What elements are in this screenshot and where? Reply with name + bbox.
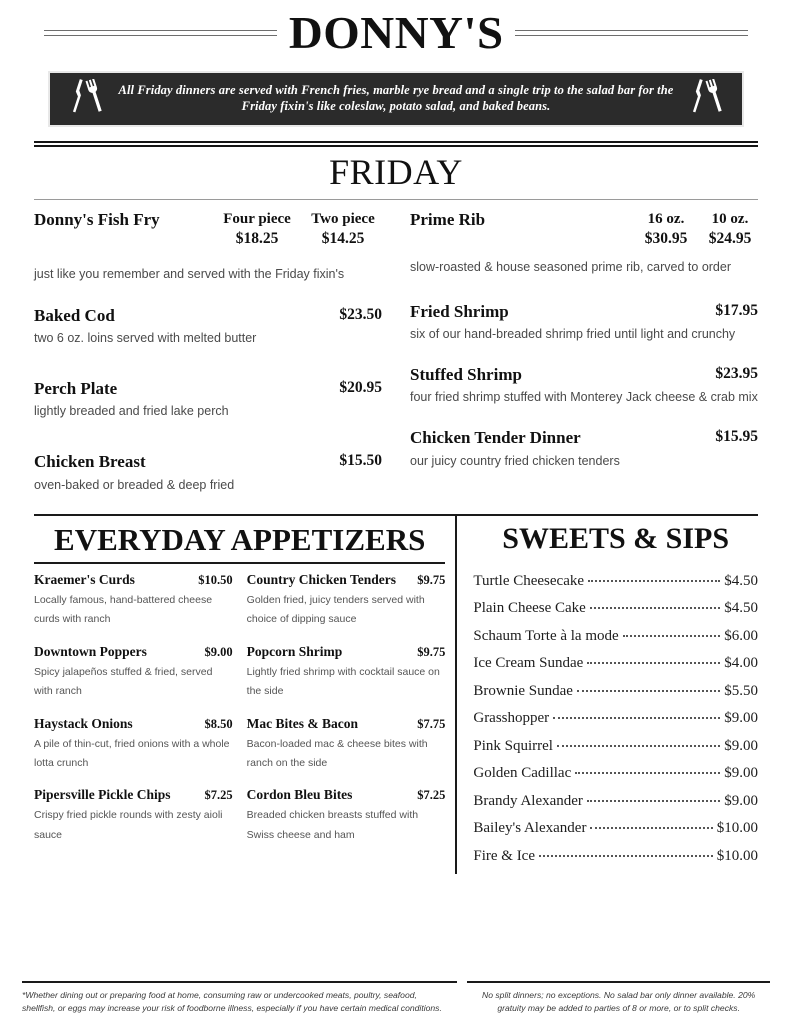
size-price-group [218,210,382,249]
list-item [473,654,758,672]
list-item [473,819,758,837]
item-price: $15.95 [715,428,758,446]
item-description: two 6 oz. loins served with melted butter [34,331,257,346]
item-price: $9.00 [724,792,758,809]
size-option [304,210,382,249]
footer-policy-block [457,989,770,1014]
item-price: $5.50 [724,682,758,699]
size-option [702,210,758,249]
item-name: Perch Plate [34,378,118,398]
item-name: Turtle Cheesecake [473,572,585,589]
list-item [473,627,758,645]
item-name: Golden Cadillac [473,765,572,782]
masthead [22,0,770,62]
size-price: $24.95 [708,229,752,247]
allergen-disclaimer: *Whether dining out or preparing food at home, consuming raw or undercooked meats, poultry, seafood, shellfish, or eggs may increase your risk of foodborne illness, especially if you have certain medical conditions. [22,990,442,1013]
menu-item [410,210,758,277]
item-name: Mac Bites & Bacon [246,715,359,731]
list-item [473,737,758,755]
appetizers-title: EVERYDAY APPETIZERS [54,521,426,557]
item-price: $10.50 [198,572,233,587]
size-price: $18.25 [235,229,279,247]
appetizer-item [34,572,233,630]
appetizers-column-1 [34,572,233,859]
size-price-group [638,210,758,249]
item-name: Pipersville Pickle Chips [34,787,171,803]
item-name: Schaum Torte à la mode [473,627,619,644]
item-name: Grasshopper [473,710,550,727]
banner-text: All Friday dinners are served with French fries, marble rye bread and a single trip to the salad bar for the Friday fixin's like coleslaw, potato salad, and baked beans. [118,83,674,113]
item-description: oven-baked or breaded & deep fried [34,477,235,492]
list-item [473,792,758,810]
item-description: Golden fried, juicy tenders served with choice of dipping sauce [246,593,425,626]
masthead-rule-left [44,29,277,37]
item-price: $20.95 [339,378,382,396]
footer-rule-left [22,981,457,983]
menu-item [410,365,758,407]
item-name: Prime Rib [410,210,486,229]
item-description: four fried shrimp stuffed with Monterey Jack cheese & crab mix [410,390,758,405]
item-name: Popcorn Shrimp [246,643,343,659]
footer-rule-right [467,981,770,983]
leader-dots [587,662,720,664]
bottom-section [22,516,770,875]
menu-item [410,302,758,344]
item-price: $7.25 [417,788,446,803]
item-price: $7.25 [204,788,233,803]
item-name: Fire & Ice [473,847,535,864]
appetizer-item [247,787,446,845]
item-price: $4.50 [724,600,758,617]
item-description: Lightly fried shrimp with cocktail sauce on the side [246,665,440,698]
item-name: Downtown Poppers [34,643,147,659]
item-name: Fried Shrimp [410,301,509,321]
leader-dots [553,717,720,719]
appetizers-section [34,516,455,875]
item-description: A pile of thin-cut, fried onions with a whole lotta crunch [34,737,230,769]
item-name: Kraemer's Curds [34,571,135,587]
leader-dots [577,690,720,692]
list-item [473,572,758,590]
item-price: $23.50 [339,305,382,323]
item-name: Stuffed Shrimp [410,364,522,384]
item-name: Donny's Fish Fry [34,210,160,229]
sweets-list [473,571,758,865]
menu-item [34,210,382,284]
item-description: lightly breaded and fried lake perch [34,404,229,419]
item-description: Locally famous, hand-battered cheese curds with ranch [34,593,213,626]
appetizer-item [247,644,446,702]
item-name: Pink Squirrel [473,737,553,754]
item-price: $9.75 [417,572,446,587]
item-price: $9.00 [724,710,758,727]
list-item [473,847,758,865]
item-name: Country Chicken Tenders [246,571,396,587]
sweets-title: SWEETS & SIPS [502,521,730,555]
item-price: $7.75 [417,716,446,731]
size-label: Two piece [311,211,375,227]
item-description: Breaded chicken breasts stuffed with Swiss cheese and ham [246,809,419,841]
friday-title: FRIDAY [329,152,463,192]
leader-dots [623,635,721,637]
item-name: Brandy Alexander [473,792,583,809]
size-label: Four piece [223,211,291,227]
menu-item [34,379,382,421]
list-item [473,682,758,700]
appetizer-item [247,716,446,774]
item-name: Bailey's Alexander [473,820,587,837]
friday-right-column [396,210,758,512]
item-price: $9.00 [724,765,758,782]
item-name: Chicken Breast [34,452,146,472]
item-name: Ice Cream Sundae [473,655,584,672]
sweets-rule [473,561,758,563]
footer-rules [22,981,770,983]
appetizers-column-2 [247,572,446,859]
item-description: Spicy jalapeños stuffed & fried, served with ranch [34,665,213,698]
item-name: Brownie Sundae [473,682,573,699]
list-item [473,764,758,782]
sweets-section [455,516,758,875]
appetizer-item [34,787,233,845]
item-price: $6.00 [724,627,758,644]
leader-dots [575,772,720,774]
item-price: $23.95 [715,364,758,382]
leader-dots [590,607,720,609]
leader-dots [557,745,720,747]
item-description: our juicy country fried chicken tenders [410,453,620,468]
item-description: just like you remember and served with the Friday fixin's [34,266,345,281]
footer [22,981,770,1014]
item-price: $9.75 [417,644,446,659]
menu-item [410,428,758,470]
size-option [638,210,694,249]
friday-top-rule [34,141,758,146]
item-price: $15.50 [339,452,382,470]
item-name: Cordon Bleu Bites [246,787,353,803]
list-item [473,709,758,727]
item-description: six of our hand-breaded shrimp fried until light and crunchy [410,327,736,342]
leader-dots [588,580,720,582]
menu-item [34,452,382,494]
dining-policy: No split dinners; no exceptions. No salad bar only dinner available. 20% gratuity may be added to parties of 8 or more, or to split checks. [482,990,756,1013]
item-description: Crispy fried pickle rounds with zesty aioli sauce [34,809,223,841]
appetizers-rule [34,562,445,564]
crossed-knife-fork-icon [64,79,108,119]
leader-dots [587,800,720,802]
item-price: $4.00 [724,655,758,672]
item-price: $10.00 [716,820,758,837]
restaurant-name: DONNY'S [288,7,504,58]
item-description: slow-roasted & house seasoned prime rib, carved to order [410,259,731,274]
item-price: $8.50 [204,716,233,731]
appetizer-item [247,572,446,630]
size-price: $14.25 [321,229,365,247]
leader-dots [590,827,712,829]
size-option [218,210,296,249]
size-price: $30.95 [644,229,688,247]
item-price: $10.00 [716,847,758,864]
item-price: $9.00 [204,644,233,659]
item-name: Plain Cheese Cake [473,600,586,617]
friday-section [22,200,770,512]
item-description: Bacon-loaded mac & cheese bites with ranch on the side [246,737,428,769]
item-name: Haystack Onions [34,715,133,731]
list-item [473,599,758,617]
size-label: 10 oz. [711,211,749,227]
footer-disclaimer-block [22,989,457,1014]
menu-item [34,306,382,348]
size-label: 16 oz. [647,211,685,227]
appetizer-item [34,644,233,702]
item-price: $4.50 [724,572,758,589]
item-price: $9.00 [724,737,758,754]
leader-dots [539,855,713,857]
friday-banner [48,71,744,127]
masthead-rule-right [515,29,748,37]
item-price: $17.95 [715,301,758,319]
friday-left-column [34,210,396,512]
crossed-knife-fork-icon [684,79,728,119]
appetizer-item [34,716,233,774]
item-name: Chicken Tender Dinner [410,428,581,448]
item-name: Baked Cod [34,305,115,325]
